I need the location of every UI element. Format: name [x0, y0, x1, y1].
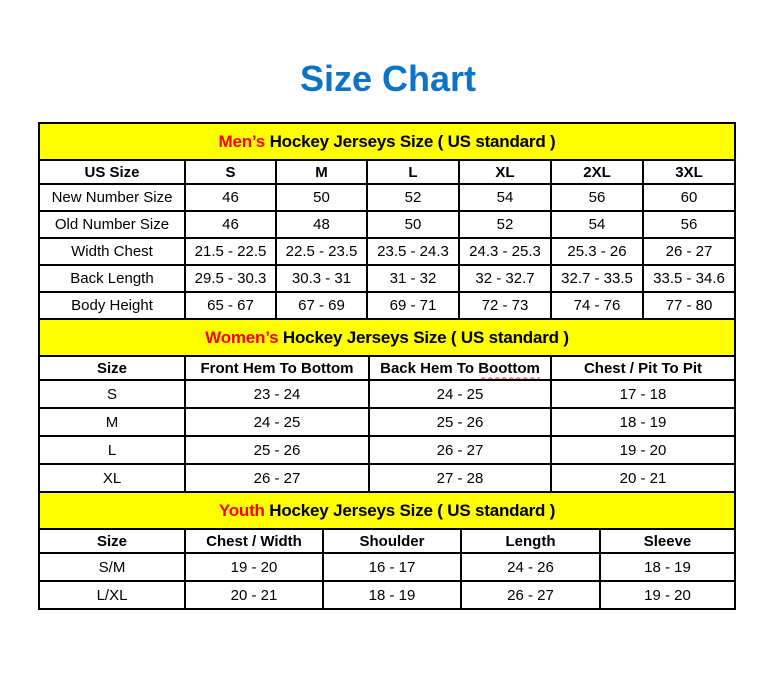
womens-banner-row [39, 319, 735, 356]
mens-banner-highlight: Men’s [218, 131, 266, 151]
data-cell: 72 - 73 [459, 292, 551, 319]
data-cell: 32.7 - 33.5 [551, 265, 643, 292]
youth-banner-highlight: Youth [218, 500, 265, 520]
header-cell: US Size [39, 160, 185, 184]
data-cell: 18 - 19 [600, 553, 735, 581]
data-cell: 30.3 - 31 [276, 265, 367, 292]
misspelled-word-wavy-underline: Boottom [478, 359, 540, 377]
data-cell: 32 - 32.7 [459, 265, 551, 292]
data-cell: 69 - 71 [367, 292, 459, 319]
header-cell: Shoulder [323, 529, 461, 553]
youth-banner [39, 492, 735, 529]
data-cell: 54 [551, 211, 643, 238]
size-label-cell: L [39, 436, 185, 464]
womens-banner-text: Hockey Jerseys Size ( US standard ) [282, 327, 569, 347]
table-row [39, 211, 735, 238]
data-cell: 27 - 28 [369, 464, 551, 492]
data-cell: 26 - 27 [185, 464, 369, 492]
data-cell: 74 - 76 [551, 292, 643, 319]
data-cell: 24 - 26 [461, 553, 600, 581]
womens-header-row [39, 356, 735, 380]
mens-header-row [39, 160, 735, 184]
data-cell: 18 - 19 [323, 581, 461, 609]
mens-banner-text: Hockey Jerseys Size ( US standard ) [269, 131, 556, 151]
data-cell: 25 - 26 [369, 408, 551, 436]
data-cell: 60 [643, 184, 735, 211]
table-row [39, 380, 735, 408]
youth-header-row [39, 529, 735, 553]
header-cell: Chest / Width [185, 529, 323, 553]
table-row [39, 464, 735, 492]
data-cell: 24.3 - 25.3 [459, 238, 551, 265]
data-cell: 65 - 67 [185, 292, 276, 319]
size-label-cell: M [39, 408, 185, 436]
mens-size-table [38, 122, 736, 320]
womens-size-table [38, 318, 736, 493]
womens-banner [39, 319, 735, 356]
data-cell: 19 - 20 [600, 581, 735, 609]
data-cell: 33.5 - 34.6 [643, 265, 735, 292]
data-cell: 17 - 18 [551, 380, 735, 408]
data-cell: 25.3 - 26 [551, 238, 643, 265]
size-label-cell: S/M [39, 553, 185, 581]
data-cell: 26 - 27 [643, 238, 735, 265]
data-cell: 19 - 20 [551, 436, 735, 464]
header-cell-back-hem [369, 356, 551, 380]
data-cell: 56 [551, 184, 643, 211]
header-cell: Front Hem To Bottom [185, 356, 369, 380]
table-row [39, 436, 735, 464]
data-cell: 26 - 27 [461, 581, 600, 609]
data-cell: 46 [185, 211, 276, 238]
data-cell: 50 [276, 184, 367, 211]
row-label-cell: Back Length [39, 265, 185, 292]
header-cell: Length [461, 529, 600, 553]
data-cell: 24 - 25 [185, 408, 369, 436]
mens-banner [39, 123, 735, 160]
data-cell: 31 - 32 [367, 265, 459, 292]
data-cell: 25 - 26 [185, 436, 369, 464]
data-cell: 24 - 25 [369, 380, 551, 408]
table-row [39, 292, 735, 319]
data-cell: 52 [367, 184, 459, 211]
data-cell: 29.5 - 30.3 [185, 265, 276, 292]
data-cell: 19 - 20 [185, 553, 323, 581]
data-cell: 52 [459, 211, 551, 238]
row-label-cell: New Number Size [39, 184, 185, 211]
data-cell: 21.5 - 22.5 [185, 238, 276, 265]
data-cell: 23.5 - 24.3 [367, 238, 459, 265]
header-cell: 3XL [643, 160, 735, 184]
data-cell: 50 [367, 211, 459, 238]
header-cell: L [367, 160, 459, 184]
data-cell: 67 - 69 [276, 292, 367, 319]
header-cell: 2XL [551, 160, 643, 184]
data-cell: 54 [459, 184, 551, 211]
data-cell: 16 - 17 [323, 553, 461, 581]
data-cell: 48 [276, 211, 367, 238]
header-cell: Sleeve [600, 529, 735, 553]
row-label-cell: Width Chest [39, 238, 185, 265]
youth-banner-row [39, 492, 735, 529]
header-cell: Size [39, 356, 185, 380]
size-label-cell: L/XL [39, 581, 185, 609]
header-cell: Chest / Pit To Pit [551, 356, 735, 380]
table-row [39, 408, 735, 436]
row-label-cell: Old Number Size [39, 211, 185, 238]
table-row [39, 553, 735, 581]
data-cell: 23 - 24 [185, 380, 369, 408]
mens-banner-row [39, 123, 735, 160]
data-cell: 20 - 21 [185, 581, 323, 609]
womens-banner-highlight: Women’s [205, 327, 279, 347]
row-label-cell: Body Height [39, 292, 185, 319]
data-cell: 18 - 19 [551, 408, 735, 436]
data-cell: 26 - 27 [369, 436, 551, 464]
youth-size-table [38, 491, 736, 610]
table-row [39, 581, 735, 609]
table-row [39, 184, 735, 211]
size-label-cell: XL [39, 464, 185, 492]
header-cell: S [185, 160, 276, 184]
header-cell: XL [459, 160, 551, 184]
data-cell: 77 - 80 [643, 292, 735, 319]
table-row [39, 238, 735, 265]
data-cell: 46 [185, 184, 276, 211]
page-title: Size Chart [299, 58, 477, 99]
size-label-cell: S [39, 380, 185, 408]
youth-banner-text: Hockey Jerseys Size ( US standard ) [269, 500, 556, 520]
data-cell: 22.5 - 23.5 [276, 238, 367, 265]
data-cell: 20 - 21 [551, 464, 735, 492]
header-cell: Size [39, 529, 185, 553]
back-hem-text: Back Hem To [380, 359, 475, 377]
size-chart-tables [38, 122, 734, 610]
data-cell: 56 [643, 211, 735, 238]
header-cell: M [276, 160, 367, 184]
table-row [39, 265, 735, 292]
